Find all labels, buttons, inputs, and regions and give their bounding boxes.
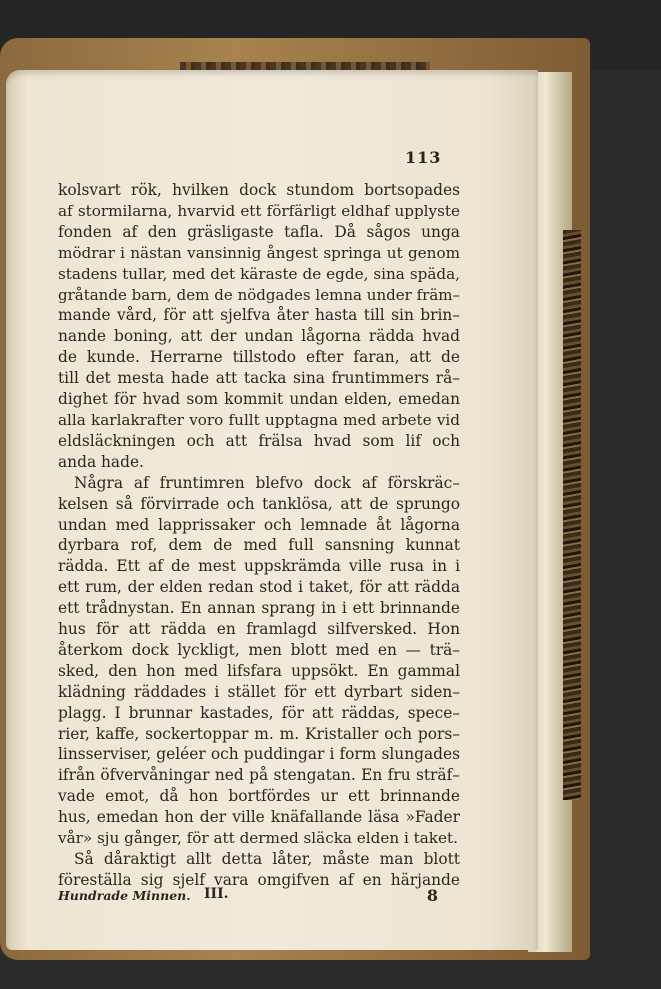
text-line: dighet för hvad som kommit undan elden, emedan [58,390,460,409]
text-line: rädda. Ett af de mest uppskrämda ville rusa in i [58,557,460,576]
text-line: anda hade. [58,452,144,471]
text-line: rier, kaffe, sockertoppar m. m. Kristaller och pors– [58,724,460,743]
text-line: gråtande barn, dem de nödgades lemna under främ– [58,285,460,304]
text-line: sked, den hon med lifsfara uppsökt. En gammal [58,661,460,680]
text-line: undan med lapprissaker och lemnade åt lågorna [58,515,460,534]
text-line: af stormilarna, hvarvid ett förfärligt eldhaf upplyste [58,201,460,220]
text-line: linsserviser, geléer och puddingar i form slungades [58,745,460,764]
text-line: eldsläckningen och att frälsa hvad som lif och [58,431,460,450]
text-line: nande boning, att der undan lågorna rädda hvad [58,327,460,346]
text-line: vår» sju gånger, för att dermed släcka elden i taket. [58,829,458,848]
text-line: plagg. I brunnar kastades, för att räddas, spece– [58,703,460,722]
text-line: ifrån öfvervåningar ned på stengatan. En fru sträf– [58,766,460,785]
text-line: hus, emedan hon der ville knäfallande läsa »Fader [58,808,460,827]
text-line: kolsvart rök, hvilken dock stundom bortsopades [58,181,460,199]
footer-volume: III. [204,886,229,902]
marbled-endpaper [563,230,581,800]
text-line: ett trådnystan. En annan sprang in i ett brinnande [58,599,460,618]
page-footer [58,886,460,908]
text-line: klädning räddades i stället för ett dyrbart siden– [58,682,460,701]
footer-sheet-number: 8 [426,886,438,905]
text-line: kelsen så förvirrade och tanklösa, att de sprungo [58,494,460,513]
text-line: Så dåraktigt allt detta låter, måste man blott [74,850,460,868]
text-line: vade emot, då hon bortfördes ur ett brinnande [58,787,460,806]
footer-signature: Hundrade Minnen. [58,888,191,903]
text-line: ett rum, der elden redan stod i taket, för att rädda [58,578,460,597]
text-line: fonden af den gräsligaste tafla. Då sågos unga [58,222,460,241]
text-line: stadens tullar, med det käraste de egde, sina späda, [58,264,460,283]
text-line: till det mesta hade att tacka sina fruntimmers rå– [58,369,460,388]
text-line: alla karlakrafter voro fullt upptagna med arbete vid [58,410,460,429]
body-text [58,180,460,891]
text-line: mödrar i nästan vansinnig ångest springa ut genom [58,243,460,262]
text-line: mande vård, för att sjelfva åter hasta till sin brin– [58,306,460,325]
text-line: föreställa sig sjelf vara omgifven af en härjande [58,870,460,889]
text-line: de kunde. Herrarne tillstodo efter faran, att de [58,348,460,367]
text-line: hus för att rädda en framlagd silfversked. Hon [58,620,460,639]
text-line: återkom dock lyckligt, men blott med en — trä– [58,640,460,659]
text-line: dyrbara rof, dem de med full sansning kunnat [58,536,460,555]
text-line: Några af fruntimren blefvo dock af förskräc– [74,473,460,492]
page-number: 113 [405,148,442,167]
